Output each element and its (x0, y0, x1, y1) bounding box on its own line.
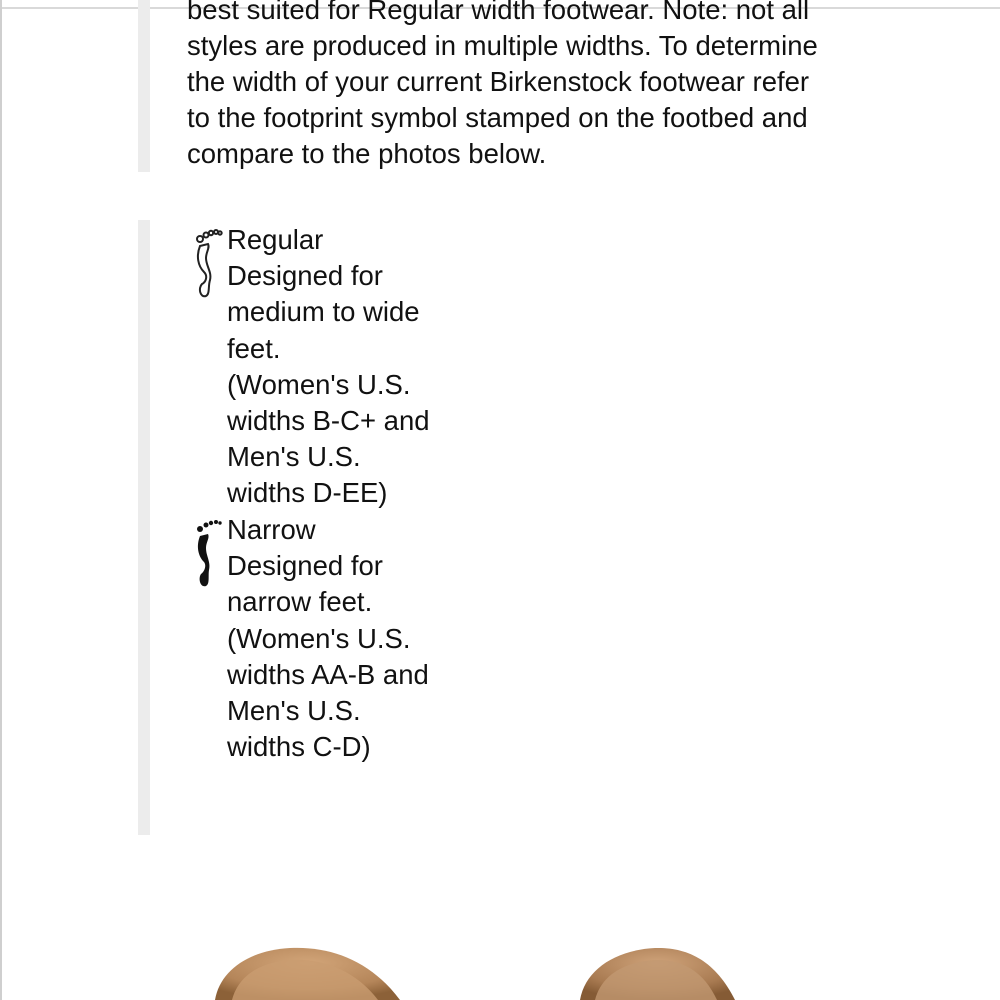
intro-paragraph: best suited for Regular width footwear. Note: not all styles are produced in multiple widths. To determine the width of your current Birkenstock footwear refer to the footprint symbol stamped on the footbed and compare to the photos below. (187, 0, 818, 169)
width-line: narrow feet. (227, 586, 373, 618)
width-line: widths B-C+ and (227, 405, 430, 437)
width-name-regular: Regular (227, 224, 324, 255)
width-line: Designed for (227, 260, 383, 292)
width-line: widths AA-B and (227, 658, 429, 690)
width-line: Men's U.S. (227, 441, 361, 473)
width-line: feet. (227, 332, 281, 364)
left-edge-divider (0, 0, 2, 1000)
width-line: widths D-EE) (227, 477, 388, 509)
width-line: (Women's U.S. (227, 622, 411, 654)
footprint-solid-icon (190, 516, 224, 590)
regular-footbed-photo (210, 940, 430, 1000)
width-line: (Women's U.S. (227, 368, 411, 400)
width-line: Men's U.S. (227, 695, 361, 727)
width-line: widths C-D) (227, 731, 371, 763)
footprint-outline-icon (190, 226, 224, 300)
widths-quote-bar (138, 220, 150, 835)
intro-quote-bar (138, 0, 150, 172)
narrow-footbed-photo (575, 942, 755, 1000)
width-line: medium to wide (227, 296, 420, 328)
width-line: Designed for (227, 550, 383, 582)
width-name-narrow: Narrow (227, 514, 316, 545)
